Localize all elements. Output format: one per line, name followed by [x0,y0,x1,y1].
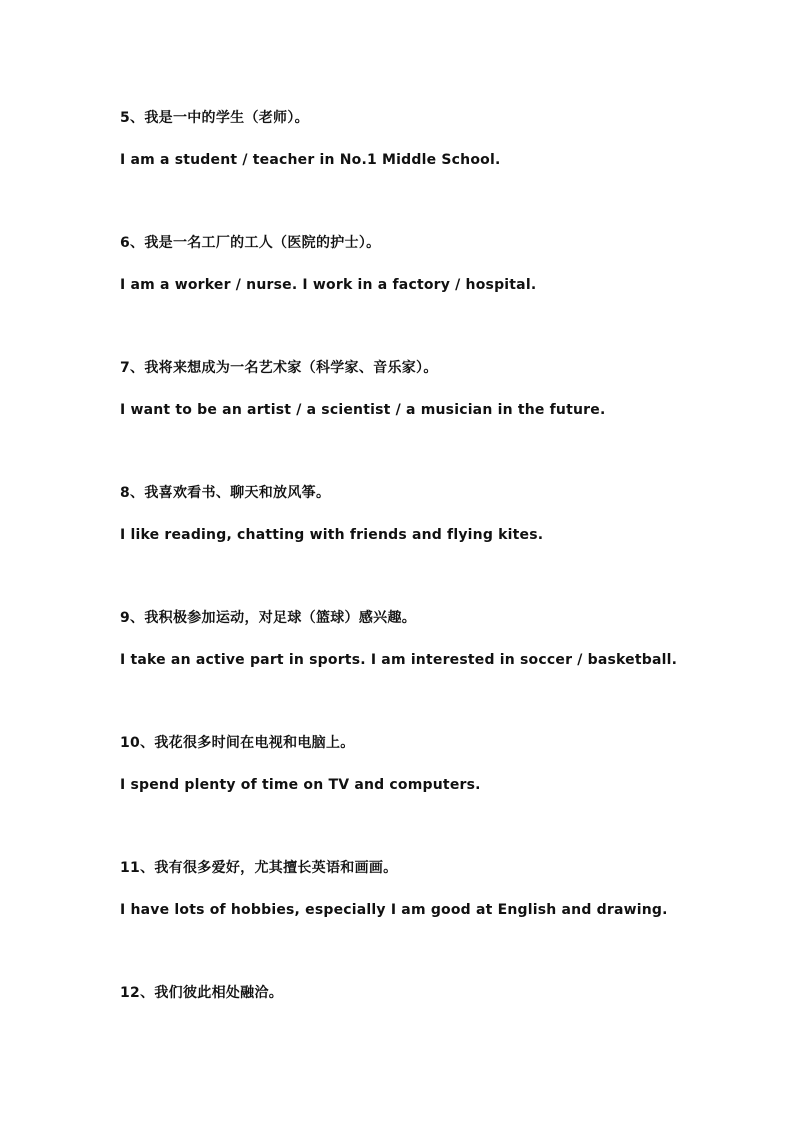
item-6-chinese: 6、我是一名工厂的工人（医院的护士）。 [120,235,381,251]
item-9-english: I take an active part in sports. I am interested in soccer / basketball. [120,652,678,668]
item-11-chinese: 11、我有很多爱好，尤其擅长英语和画画。 [120,860,398,876]
item-6-english: I am a worker / nurse. I work in a factory / hospital. [120,277,537,293]
item-10-chinese: 10、我花很多时间在电视和电脑上。 [120,735,355,751]
item-8-chinese: 8、我喜欢看书、聊天和放风筝。 [120,485,331,501]
item-9-chinese: 9、我积极参加运动，对足球（篮球）感兴趣。 [120,610,417,626]
item-8-english: I like reading, chatting with friends and flying kites. [120,527,544,543]
item-5-english: I am a student / teacher in No.1 Middle School. [120,152,501,168]
item-5-chinese: 5、我是一中的学生（老师）。 [120,110,309,126]
item-7-chinese: 7、我将来想成为一名艺术家（科学家、音乐家）。 [120,360,438,376]
item-12-chinese: 12、我们彼此相处融洽。 [120,985,284,1001]
item-7-english: I want to be an artist / a scientist / a musician in the future. [120,402,606,418]
item-10-english: I spend plenty of time on TV and computers. [120,777,481,793]
item-11-english: I have lots of hobbies, especially I am good at English and drawing. [120,902,668,918]
